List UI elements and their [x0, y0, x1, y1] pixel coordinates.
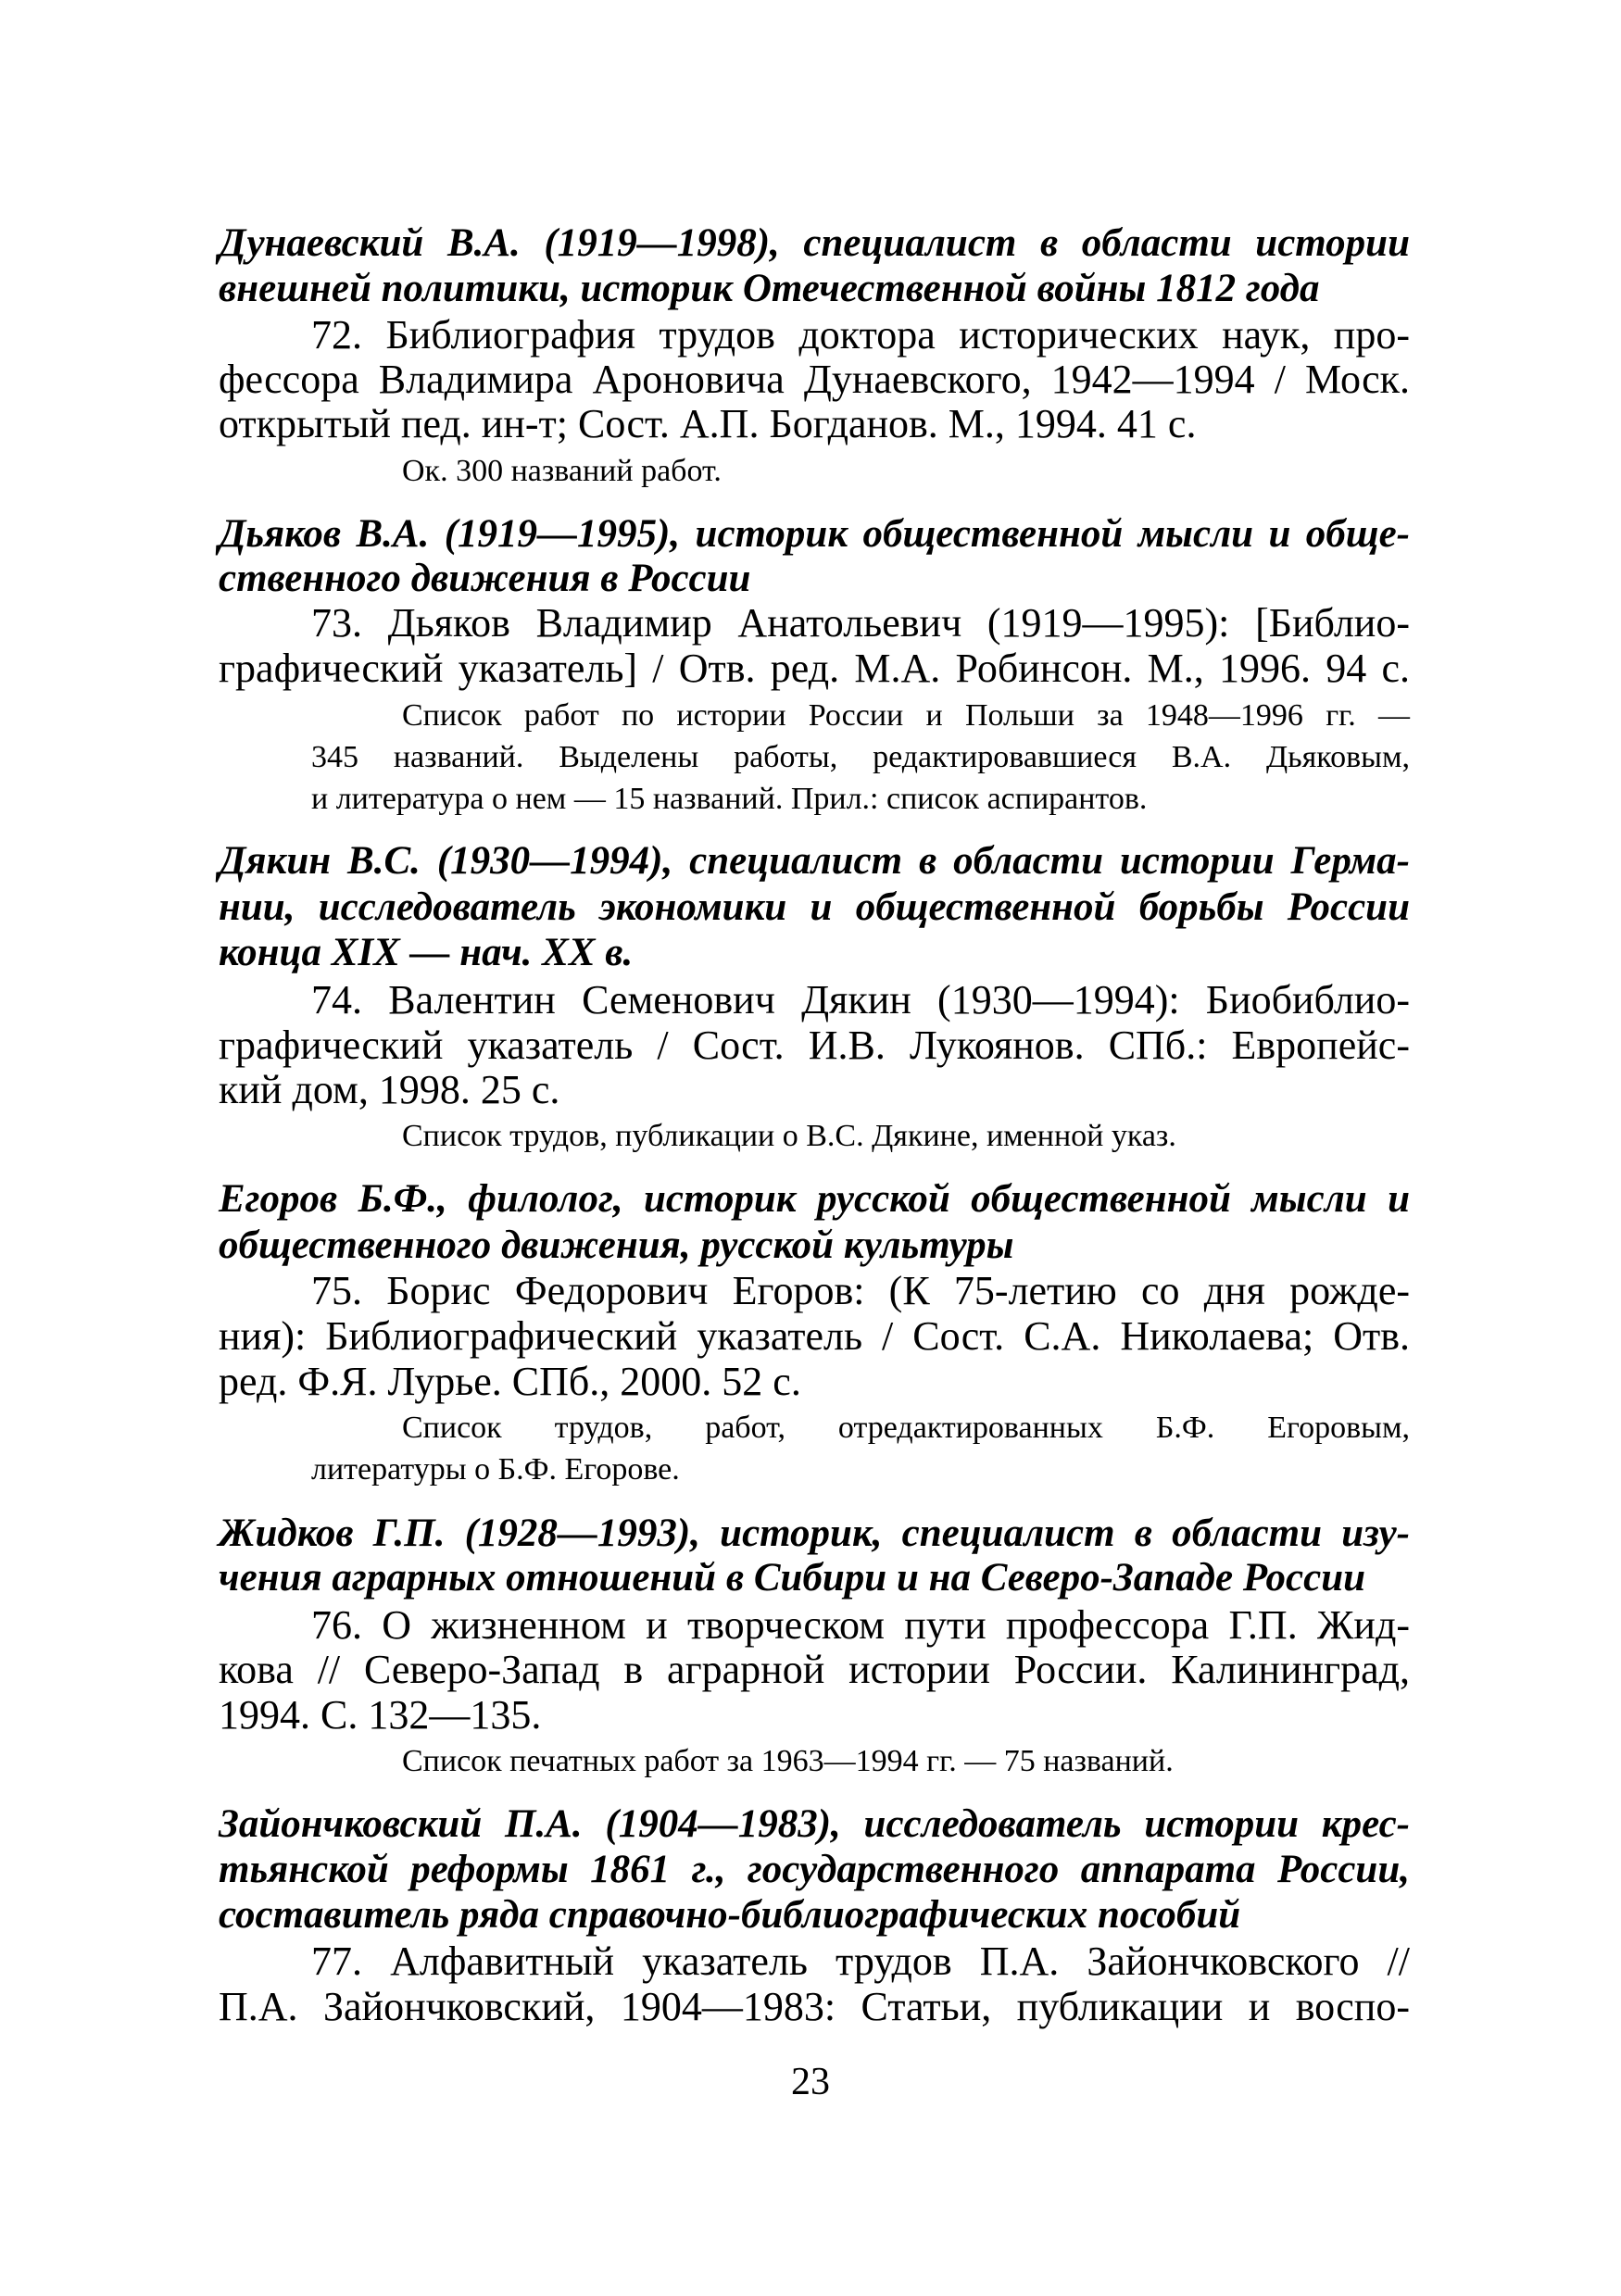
entry-heading-line: общественного движения, русской культуры — [219, 1223, 1014, 1267]
entry-heading-line: нии, исследователь экономики и общественной борьбы России — [219, 885, 1410, 929]
entry-text-line: 77. Алфавитный указатель трудов П.А. Зайончковского // — [311, 1938, 1410, 1984]
entry-annotation-line: Список работ по истории России и Польши за 1948—1996 гг. — — [402, 698, 1410, 733]
entry-heading-line: Жидков Г.П. (1928—1993), историк, специалист в области изу- — [219, 1512, 1410, 1555]
entry-annotation-line: Ок. 300 названий работ. — [402, 454, 722, 488]
entry-annotation-line: и литература о нем — 15 названий. Прил.: список аспирантов. — [311, 782, 1148, 816]
entry-annotation-line: Список трудов, работ, отредактированных Б.Ф. Егоровым, — [402, 1411, 1410, 1445]
entry-text-line: графический указатель] / Отв. ред. М.А. Робинсон. М., 1996. 94 с. — [219, 646, 1410, 691]
entry-text-line: 1994. С. 132—135. — [219, 1692, 542, 1738]
entry-heading-line: Зайончковский П.А. (1904—1983), исследователь истории крес- — [219, 1802, 1410, 1846]
entry-text-line: фессора Владимира Ароновича Дунаевского, 1942—1994 / Моск. — [219, 357, 1410, 402]
entry-text-line: 72. Библиография трудов доктора исторических наук, про- — [311, 312, 1410, 358]
entry-text-line: 76. О жизненном и творческом пути профессора Г.П. Жид- — [311, 1602, 1410, 1648]
entry-heading-line: внешней политики, историк Отечественной войны 1812 года — [219, 267, 1320, 310]
entry-heading-line: Дьяков В.А. (1919—1995), историк общественной мысли и обще- — [219, 512, 1410, 556]
entry-annotation-line: литературы о Б.Ф. Егорове. — [311, 1452, 680, 1487]
entry-text-line: П.А. Зайончковский, 1904—1983: Статьи, публикации и воспо- — [219, 1984, 1410, 2029]
entry-annotation-line: Список печатных работ за 1963—1994 гг. — 75 названий. — [402, 1744, 1174, 1778]
entry-heading-line: Егоров Б.Ф., филолог, историк русской общественной мысли и — [219, 1177, 1410, 1221]
entry-heading-line: составитель ряда справочно-библиографических пособий — [219, 1893, 1241, 1937]
entry-text-line: 74. Валентин Семенович Дякин (1930—1994): Биобиблио- — [311, 977, 1410, 1023]
entry-heading-line: Дякин В.С. (1930—1994), специалист в области истории Герма- — [219, 839, 1410, 883]
entry-heading-line: конца XIX — нач. XX в. — [219, 931, 634, 974]
entry-text-line: ред. Ф.Я. Лурье. СПб., 2000. 52 с. — [219, 1359, 801, 1404]
entry-text-line: кий дом, 1998. 25 с. — [219, 1067, 560, 1112]
entry-annotation-line: Список трудов, публикации о В.С. Дякине, именной указ. — [402, 1119, 1176, 1153]
entry-text-line: открытый пед. ин-т; Сост. А.П. Богданов. М., 1994. 41 с. — [219, 401, 1197, 446]
entry-text-line: ния): Библиографический указатель / Сост. С.А. Николаева; Отв. — [219, 1313, 1410, 1359]
entry-text-line: кова // Северо-Запад в аграрной истории России. Калининград, — [219, 1647, 1410, 1692]
entry-text-line: графический указатель / Сост. И.В. Лукоянов. СПб.: Европейс- — [219, 1023, 1410, 1068]
entry-heading-line: ственного движения в России — [219, 557, 751, 600]
entry-heading-line: чения аграрных отношений в Сибири и на Северо-Западе России — [219, 1556, 1366, 1600]
page-number: 23 — [791, 2061, 830, 2103]
entry-heading-line: тьянской реформы 1861 г., государственного аппарата России, — [219, 1848, 1410, 1891]
entry-annotation-line: 345 названий. Выделены работы, редактировавшиеся В.А. Дьяковым, — [311, 740, 1410, 774]
entry-text-line: 73. Дьяков Владимир Анатольевич (1919—1995): [Библио- — [311, 600, 1410, 646]
entry-text-line: 75. Борис Федорович Егоров: (К 75-летию со дня рожде- — [311, 1268, 1410, 1313]
entry-heading-line: Дунаевский В.А. (1919—1998), специалист в области истории — [219, 221, 1410, 265]
